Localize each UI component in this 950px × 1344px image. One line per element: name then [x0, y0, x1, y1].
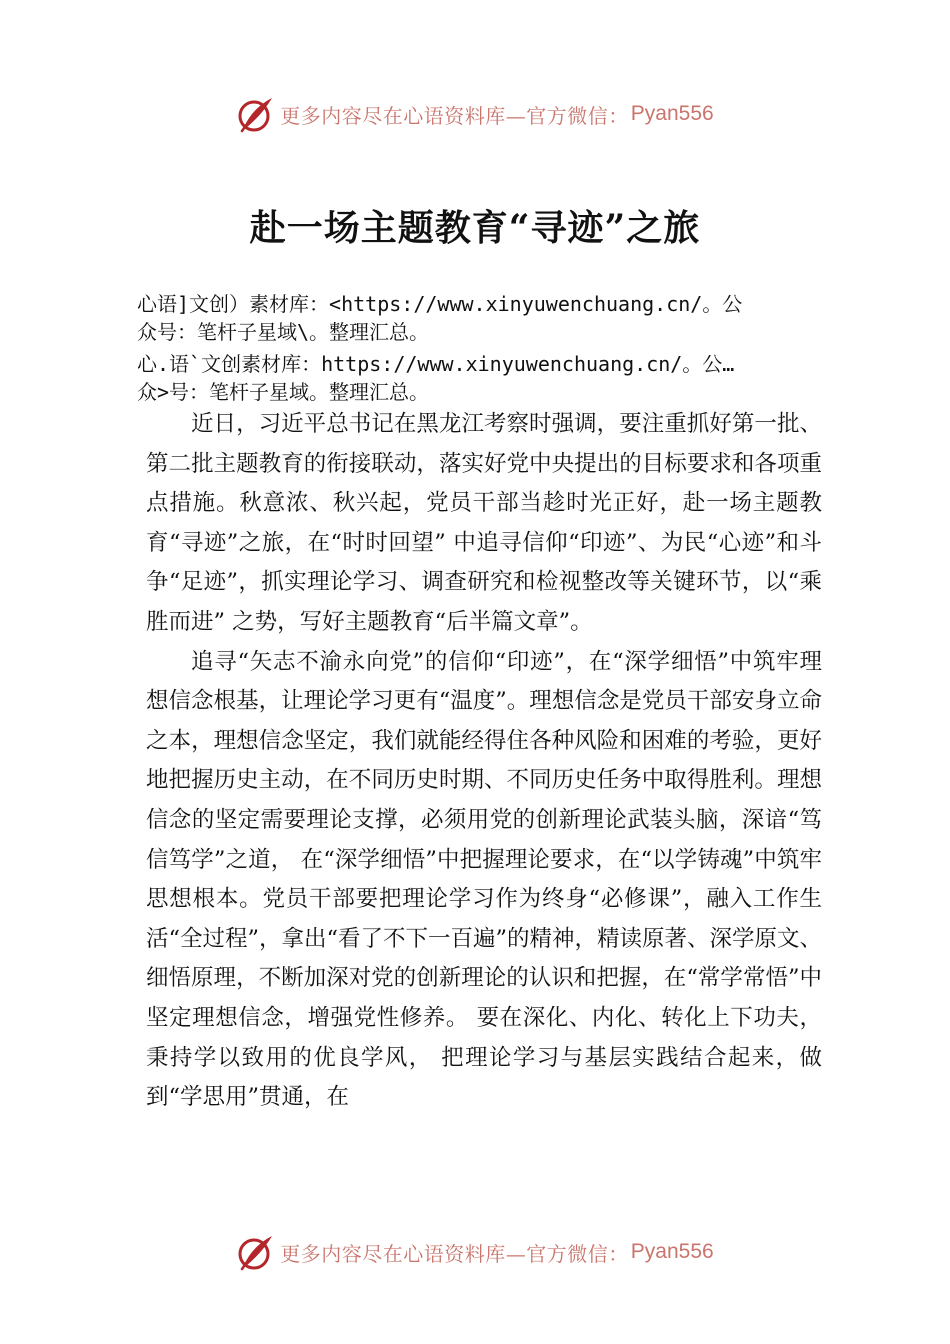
source-line-3: 心.语`文创素材库：https://www.xinyuwenchuang.cn/。公…	[137, 352, 735, 376]
source-line-2: 众号：笔杆子星域\。整理汇总。	[137, 320, 430, 344]
source-line-4: 众>号：笔杆子星域。整理汇总。	[137, 380, 430, 404]
banner-text: 更多内容尽在心语资料库—官方微信：	[280, 1241, 629, 1266]
wechat-id: Pyan556	[630, 102, 714, 125]
body-paragraph: 近日，习近平总书记在黑龙江考察时强调，要注重抓好第一批、第二批主题教育的衔接联动，落实好党中央提出的目标要求和各项重点措施。秋意浓、秋兴起，党员干部当趁时光正好，赴一场主题教育“寻迹”之旅，在“时时回望” 中追寻信仰“印迹”、为民“心迹”和斗争“足迹”，抓实理论学习、调查研究和检视整改等关键环节，以“乘胜而进” 之势，写好主题教育“后半篇文章”。	[146, 411, 822, 635]
footer-banner	[0, 1230, 950, 1274]
banner-text: 更多内容尽在心语资料库—官方微信：	[280, 103, 629, 128]
document-body	[146, 405, 822, 1118]
header-banner	[0, 92, 950, 136]
body-paragraph: 追寻“矢志不渝永向党”的信仰“印迹”，在“深学细悟”中筑牢理想信念根基，让理论学习更有“温度”。理想信念是党员干部安身立命之本，理想信念坚定，我们就能经得住各种风险和困难的考验，更好地把握历史主动，在不同历史时期、不同历史任务中取得胜利。理想信念的坚定需要理论支撑，必须用党的创新理论武装头脑，深谙“笃信笃学”之道， 在“深学细悟”中把握理论要求，在“以学铸魂”中筑牢思想根本。党员干部要把理论学习作为终身“必修课”，融入工作生活“全过程”，拿出“看了不下一百遍”的精神，精读原著、深学原文、细悟原理，不断加深对党的创新理论的认识和把握，在“常学常悟”中坚定理想信念，增强党性修养。 要在深化、内化、转化上下功夫，秉持学以致用的优良学风， 把理论学习与基层实践结合起来，做到“学思用”贯通，在	[146, 648, 823, 1111]
wechat-id: Pyan556	[630, 1240, 714, 1263]
document-title: 赴一场主题教育“寻迹”之旅	[249, 207, 701, 249]
red-quill-logo-icon	[236, 94, 276, 134]
source-line-1: 心语]文创）素材库：<https://www.xinyuwenchuang.cn/。公	[137, 292, 743, 316]
red-quill-logo-icon	[236, 1232, 276, 1272]
